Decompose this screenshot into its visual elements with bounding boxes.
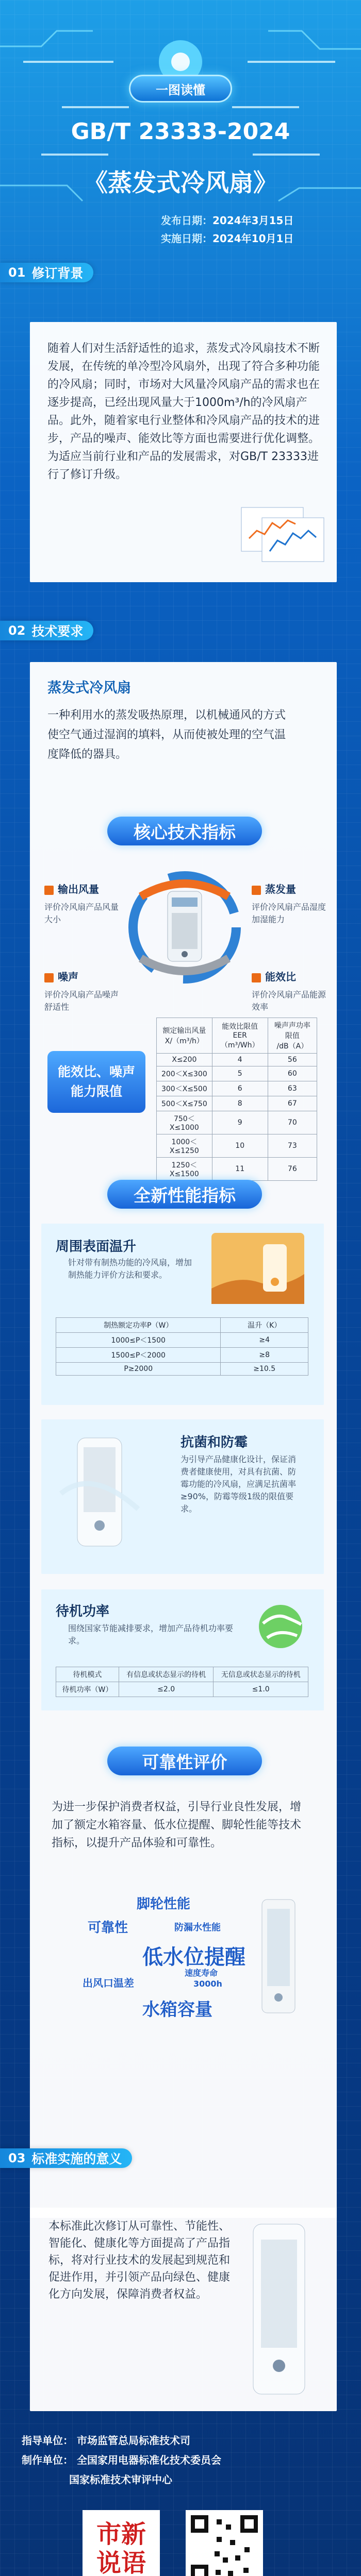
limit-cell: 67 <box>268 1096 317 1111</box>
section-01-number: 01 <box>8 265 26 280</box>
tag-outlet-temp: 出风口温差 <box>83 1977 134 1989</box>
antibacterial-card <box>41 1419 324 1574</box>
reliability-text: 为进一步保护消费者权益，引导行业良性发展，增加了额定水箱容量、低水位提醒、脚轮性能等技术指标，以提升产品体验和可靠性。 <box>52 1801 302 1850</box>
core-item-airflow <box>44 881 122 926</box>
standby-table <box>56 1667 308 1697</box>
section-01-title: 修订背景 <box>31 266 84 281</box>
efficiency-text: 评价冷风扇产品能源效率 <box>252 990 326 1012</box>
limit-chip: 能效比、噪声 能力限值 <box>47 1051 145 1113</box>
limit-header-1: 能效比限值 EER（m³/Wh） <box>212 1018 268 1054</box>
core-cycle-diagram <box>110 860 259 994</box>
standby-card <box>41 1589 324 1710</box>
logo-box <box>83 2510 160 2576</box>
limit-table-wrap <box>156 1018 317 1181</box>
background-chart-image <box>236 502 334 570</box>
background-panel <box>30 322 337 582</box>
limit-cell: 60 <box>268 1066 317 1081</box>
standby-header: 无信息或状态显示的待机 <box>214 1667 308 1682</box>
section-01 <box>0 260 361 285</box>
surface-temp-cell: ≥4 <box>221 1333 308 1348</box>
section-03-number: 03 <box>8 2151 26 2165</box>
limit-cell: 750＜X≤1000 <box>157 1111 212 1134</box>
standby-cell: ≤2.0 <box>119 1682 214 1697</box>
surface-temp-title: 周围表面温升 <box>56 1239 137 1255</box>
background-text: 随着人们对生活舒适性的追求，蒸发式冷风扇技术不断发展，在传统的单冷型冷风扇外，出现了符合多种功能的冷风扇；同时，市场对大风量冷风扇产品的需求也在逐步提高，已经出现风量大于1000m³/h的冷风扇产品。此外，随着家电行业整体和冷风扇产品的技术的进步，产品的噪声、能效比等方面也需要进行优化调整。为适应当前行业和产品的发展需求，对GB/T 23333进行了修订升级。 <box>47 342 320 481</box>
noise-title: 噪声 <box>58 971 78 983</box>
limit-cell: 1250＜X≤1500 <box>157 1158 212 1181</box>
limit-cell: 300＜X≤500 <box>157 1081 212 1096</box>
significance-panel <box>30 2208 337 2411</box>
evaporation-title: 蒸发量 <box>265 883 296 895</box>
limit-table <box>156 1018 317 1181</box>
limit-cell: 73 <box>268 1134 317 1158</box>
qr-code <box>186 2510 263 2576</box>
surface-temp-cell: P≥2000 <box>56 1363 221 1376</box>
core-item-evaporation <box>252 881 329 926</box>
significance-product-image <box>235 2219 323 2399</box>
surface-temp-card <box>41 1224 324 1405</box>
limit-cell: 200＜X≤300 <box>157 1066 212 1081</box>
implement-date: 2024年10月1日 <box>212 232 294 245</box>
evaporative-block <box>47 676 321 765</box>
surface-temp-table-wrap <box>56 1317 308 1376</box>
heating-image <box>211 1233 304 1304</box>
antibacterial-title: 抗菌和防霉 <box>180 1435 248 1450</box>
surface-temp-header: 温升（K） <box>221 1318 308 1333</box>
airflow-text: 评价冷风扇产品风量大小 <box>44 902 119 924</box>
noise-text: 评价冷风扇产品噪声舒适性 <box>44 990 119 1012</box>
limit-cell: 63 <box>268 1081 317 1096</box>
surface-temp-cell: ≥8 <box>221 1348 308 1363</box>
standby-header: 待机模式 <box>56 1667 119 1682</box>
section-02-pill <box>0 621 93 640</box>
publish-label: 发布日期： <box>161 214 212 227</box>
guide-unit: 指导单位： 市场监管总局标准技术司 <box>22 2434 190 2447</box>
limit-header-2: 噪声声功率限值 /dB（A） <box>268 1018 317 1054</box>
logo-text: 市新说语 <box>96 2520 146 2576</box>
cooler-product-image <box>56 1432 143 1555</box>
surface-temp-cell: 1000≤P＜1500 <box>56 1333 221 1348</box>
section-03-pill <box>0 2148 132 2168</box>
core-title: 核心技术指标 <box>107 817 262 845</box>
hero-dates <box>161 212 293 248</box>
surface-temp-cell: ≥10.5 <box>221 1363 308 1376</box>
limit-cell: X≤200 <box>157 1054 212 1066</box>
section-03 <box>0 2146 361 2171</box>
limit-cell: 4 <box>212 1054 268 1066</box>
section-01-pill <box>0 263 93 282</box>
standby-title: 待机功率 <box>56 1604 110 1619</box>
globe-image <box>253 1599 308 1654</box>
tag-water-tank: 水箱容量 <box>142 1999 212 2020</box>
significance-text: 本标准此次修订从可靠性、节能性、智能化、健康化等方面提高了产品指标，将对行业技术的发展起到规范和促进作用，并引领产品向绿色、健康化方向发展，保障消费者权益。 <box>48 2220 231 2301</box>
evaporation-text: 评价冷风扇产品湿度加湿能力 <box>252 902 326 924</box>
limit-header-0: 额定输出风量 X/（m³/h） <box>157 1018 212 1054</box>
section-02-title: 技术要求 <box>31 624 84 639</box>
section-03-title: 标准实施的意义 <box>31 2151 122 2166</box>
standby-table-wrap <box>56 1667 308 1697</box>
limit-cell: 11 <box>212 1158 268 1181</box>
tag-speed-life: 速度寿命 <box>185 1968 218 1978</box>
reliability-title: 可靠性评价 <box>107 1747 262 1775</box>
full-title: 全新性能指标 <box>107 1180 262 1209</box>
limit-cell: 56 <box>268 1054 317 1066</box>
standby-cell: ≤1.0 <box>214 1682 308 1697</box>
evaporative-text: 一种利用水的蒸发吸热原理，以机械通风的方式使空气通过湿润的填料，从而使被处理的空气温度降低的器具。 <box>47 709 286 761</box>
limit-cell: 76 <box>268 1158 317 1181</box>
standby-cell: 待机功率（W） <box>56 1682 119 1697</box>
antibacterial-text: 为引导产品健康化设计，保证消费者健康使用，对具有抗菌、防霉功能的冷风扇，应满足抗菌率≥90%，防霉等级1级的限值要求。 <box>180 1454 297 1514</box>
reliability-tag-cloud <box>52 1893 315 2032</box>
limit-cell: 10 <box>212 1134 268 1158</box>
surface-temp-text: 针对带有制热功能的冷风扇，增加制热能力评价方法和要求。 <box>68 1258 192 1280</box>
tag-low-water: 低水位提醒 <box>142 1945 245 1969</box>
producer-unit-2: 国家标准技术审评中心 <box>69 2473 172 2486</box>
limit-cell: 9 <box>212 1111 268 1134</box>
standby-text: 围绕国家节能减排要求，增加产品待机功率要求。 <box>68 1623 234 1646</box>
footer <box>0 2421 361 2576</box>
surface-temp-cell: 1500≤P＜2000 <box>56 1348 221 1363</box>
implement-label: 实施日期： <box>161 232 212 245</box>
standard-number: GB/T 23333-2024 <box>71 118 290 145</box>
hero <box>0 0 361 268</box>
technical-panel <box>30 662 337 2218</box>
tag-caster: 脚轮性能 <box>137 1896 191 1912</box>
core-item-efficiency <box>252 969 329 1013</box>
tag-reliability: 可靠性 <box>88 1920 128 1936</box>
efficiency-title: 能效比 <box>265 971 296 983</box>
publish-date: 2024年3月15日 <box>212 214 294 227</box>
tag-3000h: 3000h <box>193 1979 222 1989</box>
standard-title: 《蒸发式冷风扇》 <box>84 169 277 197</box>
limit-cell: 70 <box>268 1111 317 1134</box>
evaporative-title: 蒸发式冷风扇 <box>47 680 131 696</box>
limit-cell: 500＜X≤750 <box>157 1096 212 1111</box>
section-02-number: 02 <box>8 623 26 638</box>
standby-header: 有信息或状态显示的待机 <box>119 1667 214 1682</box>
limit-cell: 8 <box>212 1096 268 1111</box>
producer-unit: 制作单位： 全国家用电器标准化技术委员会 <box>22 2454 221 2466</box>
limit-cell: 1000＜X≤1250 <box>157 1134 212 1158</box>
hero-badge: 一图读懂 <box>129 75 232 103</box>
limit-cell: 6 <box>212 1081 268 1096</box>
tag-leak: 防漏水性能 <box>174 1922 221 1933</box>
surface-temp-table <box>56 1317 308 1376</box>
floor-cooler-image <box>248 1893 309 2017</box>
limit-cell: 5 <box>212 1066 268 1081</box>
airflow-title: 输出风量 <box>58 883 99 895</box>
core-item-noise <box>44 969 122 1013</box>
surface-temp-header: 制热额定功率P（W） <box>56 1318 221 1333</box>
section-02 <box>0 618 361 643</box>
